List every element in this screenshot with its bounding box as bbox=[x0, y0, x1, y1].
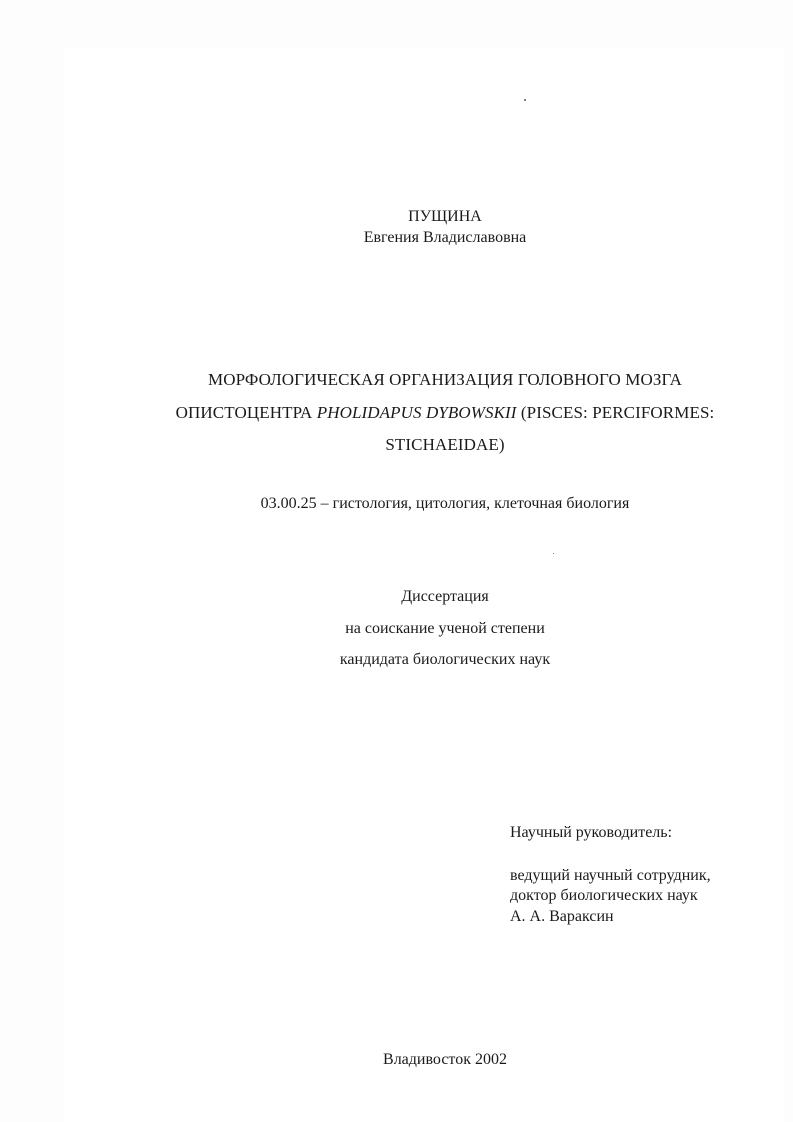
supervisor-degree: доктор биологических наук bbox=[510, 887, 698, 904]
supervisor-name: А. А. Вараксин bbox=[510, 908, 614, 925]
author-given-names: Евгения Владиславовна bbox=[363, 229, 527, 246]
thesis-title-line-3: STICHAEIDAE) bbox=[385, 435, 505, 454]
degree-line-2: на соискание ученой степени bbox=[345, 620, 545, 637]
degree-line-3: кандидата биологических наук bbox=[339, 651, 551, 668]
scan-speck bbox=[553, 553, 554, 554]
author-surname: ПУЩИНА bbox=[408, 208, 482, 225]
thesis-title-line-2 bbox=[0, 403, 793, 423]
city-year: Владивосток 2002 bbox=[383, 1051, 507, 1068]
scan-speck bbox=[524, 99, 526, 101]
degree-line-1: Диссертация bbox=[401, 588, 489, 605]
specialty-code: 03.00.25 – гистология, цитология, клеточная биология bbox=[260, 495, 630, 512]
thesis-title-line-2-suffix: (PISCES: PERCIFORMES: bbox=[516, 403, 715, 422]
thesis-title-line-1: МОРФОЛОГИЧЕСКАЯ ОРГАНИЗАЦИЯ ГОЛОВНОГО МОЗГА bbox=[208, 370, 682, 389]
thesis-title-line-2-prefix: ОПИСТОЦЕНТРА bbox=[175, 403, 317, 422]
supervisor-heading: Научный руководитель: bbox=[510, 824, 673, 841]
species-name: PHOLIDAPUS DYBOWSKII bbox=[316, 403, 517, 422]
supervisor-position: ведущий научный сотрудник, bbox=[510, 867, 711, 884]
